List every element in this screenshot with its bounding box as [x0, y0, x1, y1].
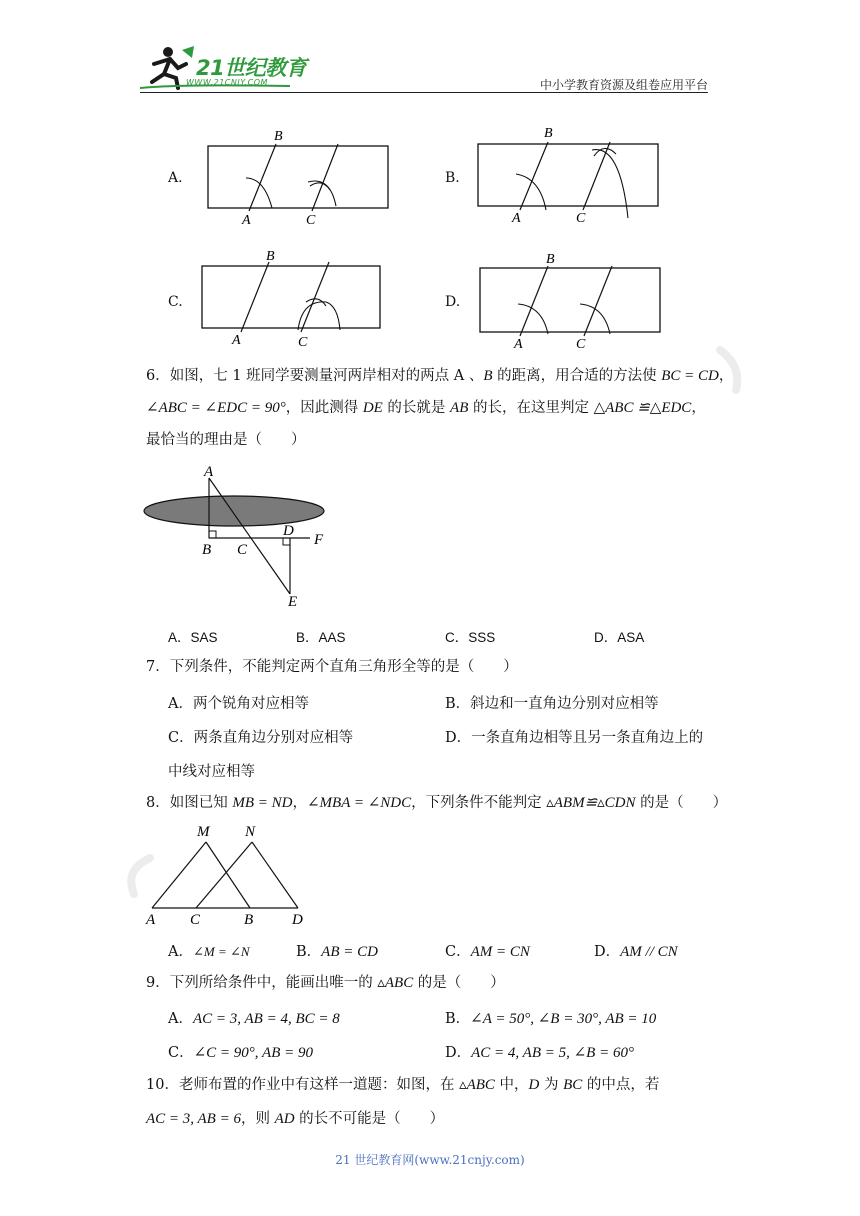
point-c-label: C — [306, 213, 316, 228]
q5-option-d-label: D. — [445, 294, 461, 310]
q6-option-d[interactable]: D．ASA — [594, 630, 645, 645]
q5-figure-a — [200, 126, 392, 230]
header-url: WWW.21CNJY.COM — [186, 78, 268, 87]
q7-option-b[interactable]: B．斜边和一直角边分别对应相等 — [445, 696, 659, 712]
point-a-label: A — [514, 337, 523, 352]
footer-source[interactable]: 21 世纪教育网(www.21cnjy.com) — [335, 1153, 525, 1167]
q6-option-b[interactable]: B．AAS — [296, 630, 346, 645]
q6-stem-line1: 6．如图，七 1 班同学要测量河两岸相对的两点 A 、B 的距离，用合适的方法使 BC = CD， — [146, 368, 734, 384]
q5-figure-b — [470, 122, 666, 228]
q7-option-d-continued: 中线对应相等 — [168, 764, 255, 780]
q6-stem-line3: 最恰当的理由是（ ） — [146, 432, 306, 448]
q6-river-figure — [140, 460, 340, 610]
q7-option-a[interactable]: A．两个锐角对应相等 — [168, 696, 309, 712]
point-b-label: B — [202, 542, 212, 558]
q5-option-b-label: B. — [445, 170, 460, 186]
point-m-label: M — [197, 824, 210, 840]
q7-option-c[interactable]: C．两条直角边分别对应相等 — [168, 730, 354, 746]
point-a-label: A — [242, 213, 251, 228]
q10-stem-line1: 10．老师布置的作业中有这样一道题：如图，在 ▵ABC 中，D 为 BC 的中点，若 — [146, 1077, 660, 1093]
q9-stem: 9．下列所给条件中，能画出唯一的 ▵ABC 的是（ ） — [146, 975, 505, 991]
point-a-label: A — [204, 464, 214, 480]
watermark-arc-right — [712, 340, 752, 400]
q8-option-d[interactable]: D．AM // CN — [594, 944, 678, 960]
point-a-label: A — [232, 333, 241, 348]
point-c-label: C — [576, 211, 586, 226]
q5-figure-d — [472, 248, 668, 352]
point-b-label: B — [546, 252, 555, 267]
q9-option-a[interactable]: A．AC = 3, AB = 4, BC = 8 — [168, 1011, 340, 1027]
point-c-label: C — [237, 542, 248, 558]
point-b-label: B — [274, 129, 283, 144]
q6-option-c[interactable]: C．SSS — [445, 630, 496, 645]
point-c-label: C — [298, 335, 308, 350]
point-b-label: B — [544, 126, 553, 141]
point-a-label: A — [146, 912, 156, 928]
q9-option-b[interactable]: B．∠A = 50°, ∠B = 30°, AB = 10 — [445, 1011, 657, 1027]
q10-stem-line2: AC = 3, AB = 6，则 AD 的长不可能是（ ） — [146, 1111, 445, 1127]
point-c-label: C — [576, 337, 586, 352]
point-a-label: A — [512, 211, 521, 226]
header-brand: 21世纪教育 — [196, 56, 307, 80]
header-platform-text: 中小学教育资源及组卷应用平台 — [539, 78, 708, 92]
q8-option-a[interactable]: A．∠M = ∠N — [168, 944, 250, 960]
watermark-arc-left — [120, 850, 160, 910]
q5-figure-c — [194, 246, 386, 350]
point-f-label: F — [314, 532, 324, 548]
point-b-label: B — [266, 249, 275, 264]
point-d-label: D — [283, 523, 294, 539]
point-e-label: E — [288, 594, 298, 610]
q6-stem-line2: ∠ABC = ∠EDC = 90°，因此测得 DE 的长就是 AB 的长，在这里判定 △ABC ≌△EDC， — [146, 400, 706, 416]
q5-option-a-label: A. — [168, 170, 183, 186]
q8-option-c[interactable]: C．AM = CN — [445, 944, 530, 960]
q7-option-d[interactable]: D．一条直角边相等且另一条直角边上的 — [445, 730, 704, 746]
point-n-label: N — [245, 824, 256, 840]
q9-option-d[interactable]: D．AC = 4, AB = 5, ∠B = 60° — [445, 1045, 634, 1061]
q8-option-b[interactable]: B．AB = CD — [296, 944, 378, 960]
header-divider — [140, 92, 708, 93]
point-b-label: B — [244, 912, 254, 928]
q9-option-c[interactable]: C．∠C = 90°, AB = 90 — [168, 1045, 313, 1061]
q8-triangles-figure — [140, 820, 320, 932]
point-c-label: C — [190, 912, 201, 928]
point-d-label: D — [292, 912, 303, 928]
q8-stem: 8．如图已知 MB = ND，∠MBA = ∠NDC，下列条件不能判定 ▵ABM≌▵CDN 的是（ ） — [146, 795, 728, 811]
q5-option-c-label: C. — [168, 294, 183, 310]
q7-stem: 7．下列条件，不能判定两个直角三角形全等的是（ ） — [146, 659, 518, 675]
q6-option-a[interactable]: A．SAS — [168, 630, 218, 645]
